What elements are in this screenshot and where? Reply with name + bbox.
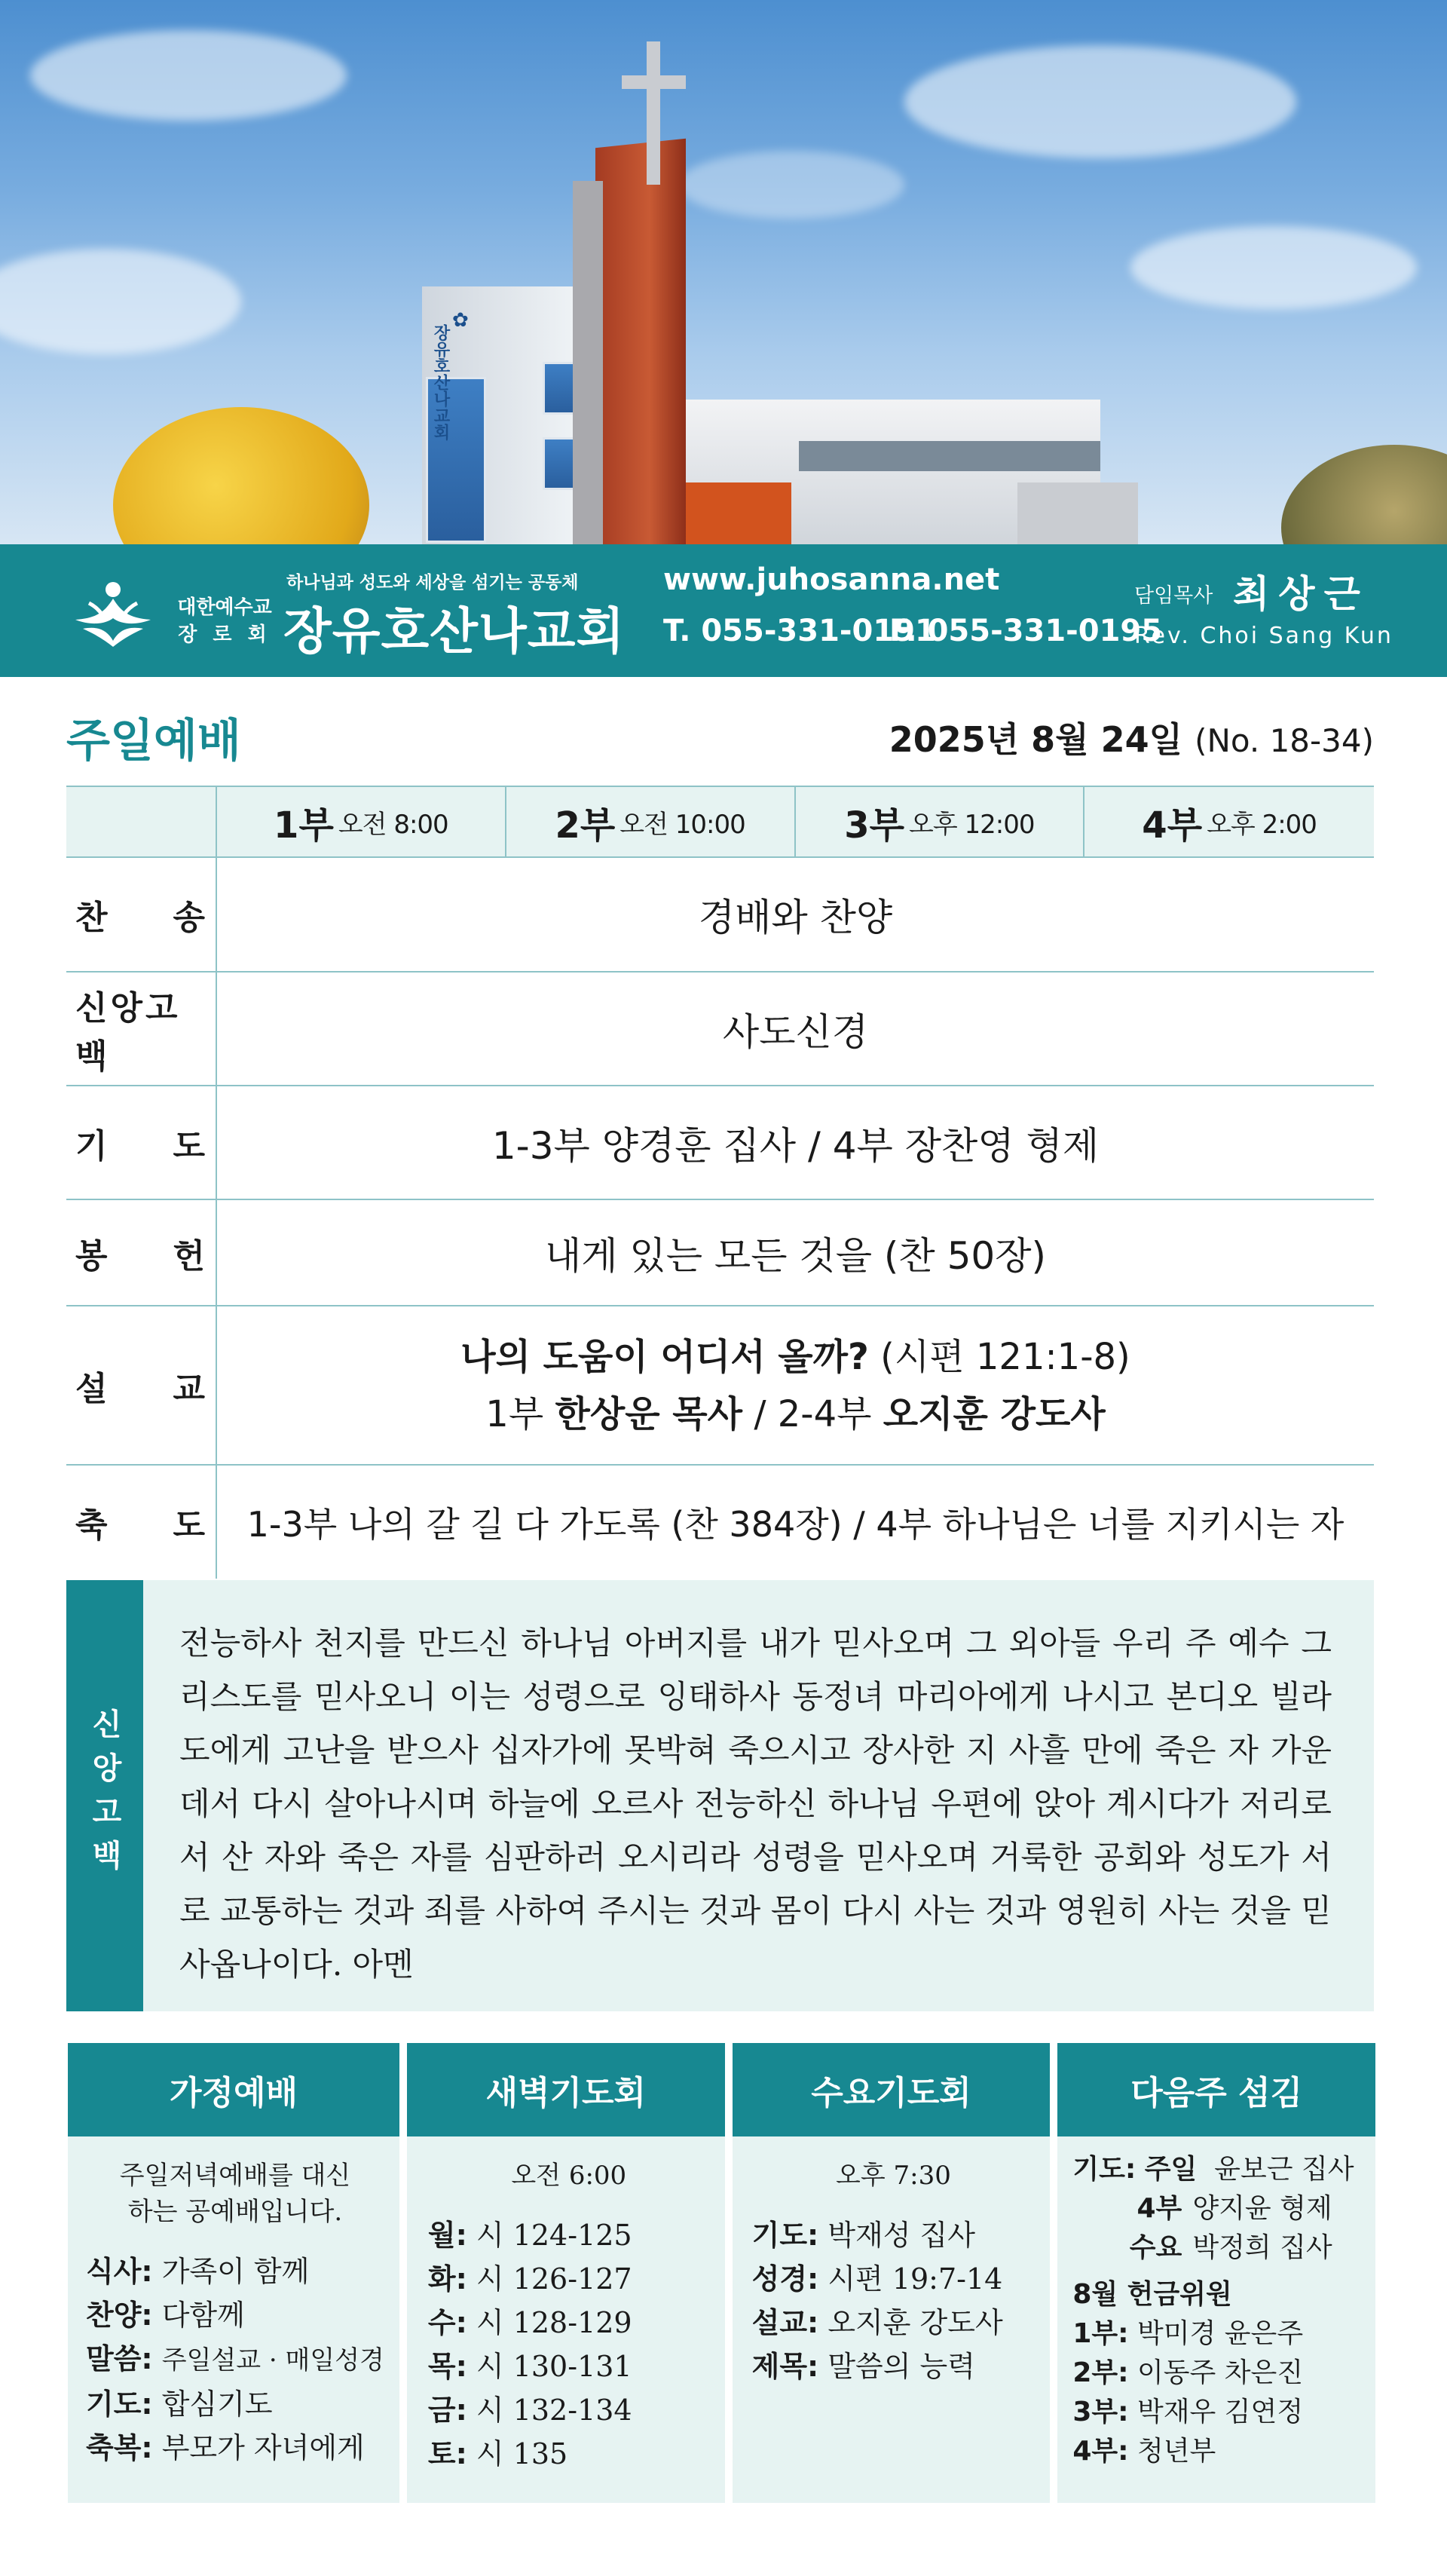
order-row-creed [66, 973, 1374, 1086]
item-value: 박재우 김연정 [1137, 2397, 1304, 2427]
cross-bar [622, 75, 686, 89]
offering-committee-title: 8월 헌금위원 [1072, 2279, 1232, 2310]
item-value: 박재성 집사 [828, 2219, 975, 2252]
item-value: 부모가 자녀에게 [161, 2431, 365, 2464]
sermon-part: 1부 [485, 1392, 544, 1435]
item-value: 가족이 함께 [161, 2255, 310, 2288]
list-item [428, 2432, 710, 2476]
label-char: 봉 [75, 1236, 108, 1276]
list-item [1072, 2228, 1360, 2268]
box-body [733, 2136, 1051, 2388]
service-time-cell [796, 787, 1085, 856]
header-blank-cell [66, 787, 217, 856]
denomination-line: 장 로 회 [178, 623, 271, 646]
item-key: 토: [427, 2437, 467, 2470]
order-value: 내게 있는 모든 것을 (찬 50장) [544, 1233, 1047, 1278]
item-value: 이동주 차은진 [1137, 2357, 1304, 2388]
phone-number: T. 055-331-0191 [663, 614, 936, 648]
item-key: 찬양: [86, 2299, 153, 2332]
church-motto: 하나님과 성도와 세상을 섬기는 공동체 [286, 573, 579, 593]
list-item [86, 2382, 384, 2426]
order-label [66, 1086, 217, 1199]
order-value: 1-3부 양경훈 집사 / 4부 장찬영 형제 [491, 1123, 1100, 1168]
item-value: 시 126-127 [476, 2262, 632, 2296]
box-body [407, 2136, 725, 2476]
creed-text: 전능하사 천지를 만드신 하나님 아버지를 내가 믿사오며 그 외아들 우리 주 예수 그리스도를 믿사오니 이는 성령으로 잉태하사 동정녀 마리아에게 나시고 본디오 빌라도에게 고난을 받으사 십자가에 못박혀 죽으시고 장사한 지 사흘 만에 죽은 자 가운데서 다시 살아나시며 하늘에 오르사 전능하신 하나님 우편에 앉아 계시다가 저리로서 산 자와 죽은 자를 심판하러 오시리라 성령을 믿사오며 거룩한 공회와 성도가 서로 교통하는 것과 죄를 사하여 주시는 것과 몸이 다시 사는 것과 영원히 사는 것을 믿사옵나이다. 아멘 [179, 1625, 1332, 1983]
order-label [66, 1200, 217, 1305]
service-time-cell [1084, 787, 1374, 856]
tower-side [573, 181, 603, 544]
item-key: 말씀: [86, 2342, 153, 2375]
box-intro: 주일저녁예배를 대신하는 공예배입니다. [119, 2161, 351, 2227]
order-row-hymn [66, 858, 1374, 973]
service-time: 오후 12:00 [909, 809, 1035, 840]
item-key: 수: [427, 2306, 467, 2339]
issue-number: (No. 18-34) [1195, 722, 1374, 759]
list-item [428, 2257, 710, 2301]
sermon-title: 나의 도움이 어디서 올까? [460, 1335, 869, 1378]
order-label [66, 1306, 217, 1464]
item-key: 목: [427, 2350, 467, 2383]
item-value: 시 130-131 [476, 2350, 632, 2383]
sermon-preacher-line [485, 1386, 1105, 1443]
order-label [66, 858, 217, 971]
list-item [428, 2388, 710, 2432]
box-time: 오전 6:00 [511, 2161, 627, 2191]
item-key: 설교: [751, 2306, 819, 2339]
page-title: 주일예배 [66, 715, 241, 767]
order-row-offering [66, 1200, 1374, 1306]
item-key: 제목: [751, 2350, 819, 2383]
item-key: 기도: [1072, 2154, 1136, 2185]
label-char: 도 [173, 1506, 205, 1545]
date-text: 2025년 8월 24일 [889, 719, 1183, 760]
fax-number: F. 055-331-0195 [889, 614, 1163, 648]
church-logo-icon [68, 573, 158, 648]
box-body [1057, 2136, 1375, 2471]
sermon-scripture: (시편 121:1-8) [880, 1335, 1130, 1378]
service-times-row [66, 786, 1374, 858]
dawn-prayer-box [407, 2043, 725, 2503]
building-logo-mark: ✿ [452, 309, 469, 332]
denomination-line: 대한예수교 [177, 596, 272, 619]
item-key: 4부: [1072, 2436, 1129, 2467]
tree [113, 407, 369, 544]
orange-wall [678, 482, 791, 544]
item-key: 4부 [1136, 2193, 1182, 2224]
pastor-title: 담임목사 [1134, 584, 1213, 608]
list-item [1072, 2354, 1360, 2393]
item-value: 시 128-129 [476, 2306, 632, 2339]
item-key: 금: [427, 2394, 467, 2427]
label-char: 기 [75, 1126, 108, 1165]
bulletin-date [889, 712, 1374, 762]
annex-window-band [799, 441, 1100, 471]
label-char: 도 [173, 1126, 205, 1165]
item-key: 식사: [86, 2255, 153, 2288]
service-part: 4부 [1142, 804, 1203, 847]
cloud [30, 30, 347, 121]
box-title: 수요기도회 [733, 2043, 1051, 2136]
label-char: 설 [75, 1369, 108, 1408]
list-item [1072, 2314, 1360, 2354]
item-value: 청년부 [1137, 2436, 1216, 2467]
item-key: 화: [427, 2262, 467, 2296]
box-title: 새벽기도회 [407, 2043, 725, 2136]
sermon-part: / 2-4부 [754, 1392, 872, 1435]
label-char: 찬 [75, 899, 108, 937]
list-item [752, 2345, 1036, 2388]
service-part: 3부 [844, 804, 905, 847]
list-item [428, 2345, 710, 2388]
building-sign-text: 장유호산나교회 [431, 324, 450, 440]
creed-tab-label: 신앙고백 [87, 1708, 122, 1883]
order-value: 경배와 찬양 [698, 896, 893, 939]
label-char: 송 [173, 899, 205, 937]
item-value: 양지윤 형제 [1192, 2193, 1332, 2224]
cloud [904, 45, 1296, 158]
church-name: 장유호산나교회 [283, 602, 626, 660]
item-key: 월: [427, 2219, 467, 2252]
item-key: 3부: [1072, 2397, 1129, 2427]
denomination [172, 594, 277, 648]
order-row-blessing [66, 1466, 1374, 1579]
cloud [1130, 226, 1417, 309]
pastor-name-english: Rev. Choi Sang Kun [1134, 623, 1393, 649]
worship-order-table [66, 786, 1374, 1579]
label-char: 축 [75, 1506, 108, 1545]
order-value: 사도신경 [722, 1009, 869, 1054]
service-time: 오전 10:00 [619, 809, 745, 840]
service-time-cell [217, 787, 506, 856]
service-part: 1부 [274, 804, 334, 847]
item-value: 시편 19:7-14 [828, 2262, 1003, 2296]
list-item [86, 2293, 384, 2337]
item-value: 주일설교 · 매일성경 [161, 2345, 384, 2375]
item-value: 박정희 집사 [1192, 2232, 1332, 2263]
item-key: 기도: [86, 2388, 153, 2421]
item-key: 성경: [751, 2262, 819, 2296]
item-key: 수요 [1129, 2232, 1182, 2263]
list-item [1072, 2189, 1360, 2228]
item-key: 1부: [1072, 2318, 1129, 2349]
sermon-title-line [460, 1328, 1130, 1386]
box-time: 오후 7:30 [836, 2161, 951, 2191]
item-value: 시 135 [476, 2437, 568, 2470]
list-item [1072, 2432, 1360, 2471]
wednesday-prayer-box [733, 2043, 1051, 2503]
list-item [86, 2250, 384, 2293]
sermon-preacher: 오지훈 강도사 [883, 1392, 1106, 1435]
list-item [86, 2426, 384, 2470]
creed-tab [66, 1580, 143, 2011]
tree [1281, 445, 1447, 544]
cross-icon [647, 41, 660, 185]
website-link[interactable]: www.juhosanna.net [663, 562, 1000, 597]
list-item [752, 2301, 1036, 2345]
list-item [1072, 2150, 1360, 2189]
apostles-creed-box [66, 1580, 1374, 2011]
list-item [1072, 2393, 1360, 2432]
item-key: 2부: [1072, 2357, 1129, 2388]
header-band [0, 544, 1447, 677]
family-worship-box [68, 2043, 399, 2503]
label-char: 교 [173, 1369, 205, 1408]
service-time: 오전 8:00 [338, 809, 448, 840]
annex-building [1017, 482, 1138, 544]
list-item [86, 2337, 384, 2382]
pastor-name: 최상근 [1233, 572, 1369, 616]
order-row-sermon [66, 1306, 1374, 1466]
next-week-service-box [1057, 2043, 1375, 2503]
cloud [678, 151, 904, 219]
item-key: 주일 [1144, 2154, 1198, 2185]
info-boxes [68, 2043, 1375, 2503]
service-time-cell [506, 787, 796, 856]
service-time: 오후 2:00 [1207, 809, 1317, 840]
item-value: 윤보근 집사 [1214, 2154, 1354, 2185]
sermon-preacher: 한상운 목사 [555, 1392, 743, 1435]
list-item [752, 2213, 1036, 2257]
item-value: 다함께 [161, 2299, 245, 2332]
box-title: 가정예배 [68, 2043, 399, 2136]
item-value: 시 124-125 [476, 2219, 632, 2252]
item-value: 오지훈 강도사 [828, 2306, 1003, 2339]
item-value: 시 132-134 [476, 2394, 632, 2427]
item-key: 축복: [86, 2431, 153, 2464]
order-label: 신앙고백 [66, 973, 217, 1085]
cloud [0, 249, 241, 354]
order-value: 1-3부 나의 갈 길 다 가도록 (찬 384장) / 4부 하나님은 너를 지키시는 자 [246, 1504, 1345, 1545]
bell-tower [595, 139, 686, 544]
list-item [752, 2257, 1036, 2301]
service-part: 2부 [555, 804, 616, 847]
box-title: 다음주 섬김 [1057, 2043, 1375, 2136]
list-item [428, 2301, 710, 2345]
order-value [217, 1306, 1374, 1464]
item-value: 합심기도 [161, 2388, 273, 2421]
item-key: 기도: [751, 2219, 819, 2252]
list-item [428, 2213, 710, 2257]
order-row-prayer [66, 1086, 1374, 1200]
order-label [66, 1466, 217, 1579]
box-body [68, 2136, 399, 2470]
label-char: 헌 [173, 1236, 205, 1276]
church-building-photo [0, 0, 1447, 544]
item-value: 박미경 윤은주 [1137, 2318, 1304, 2349]
item-value: 말씀의 능력 [828, 2350, 975, 2383]
